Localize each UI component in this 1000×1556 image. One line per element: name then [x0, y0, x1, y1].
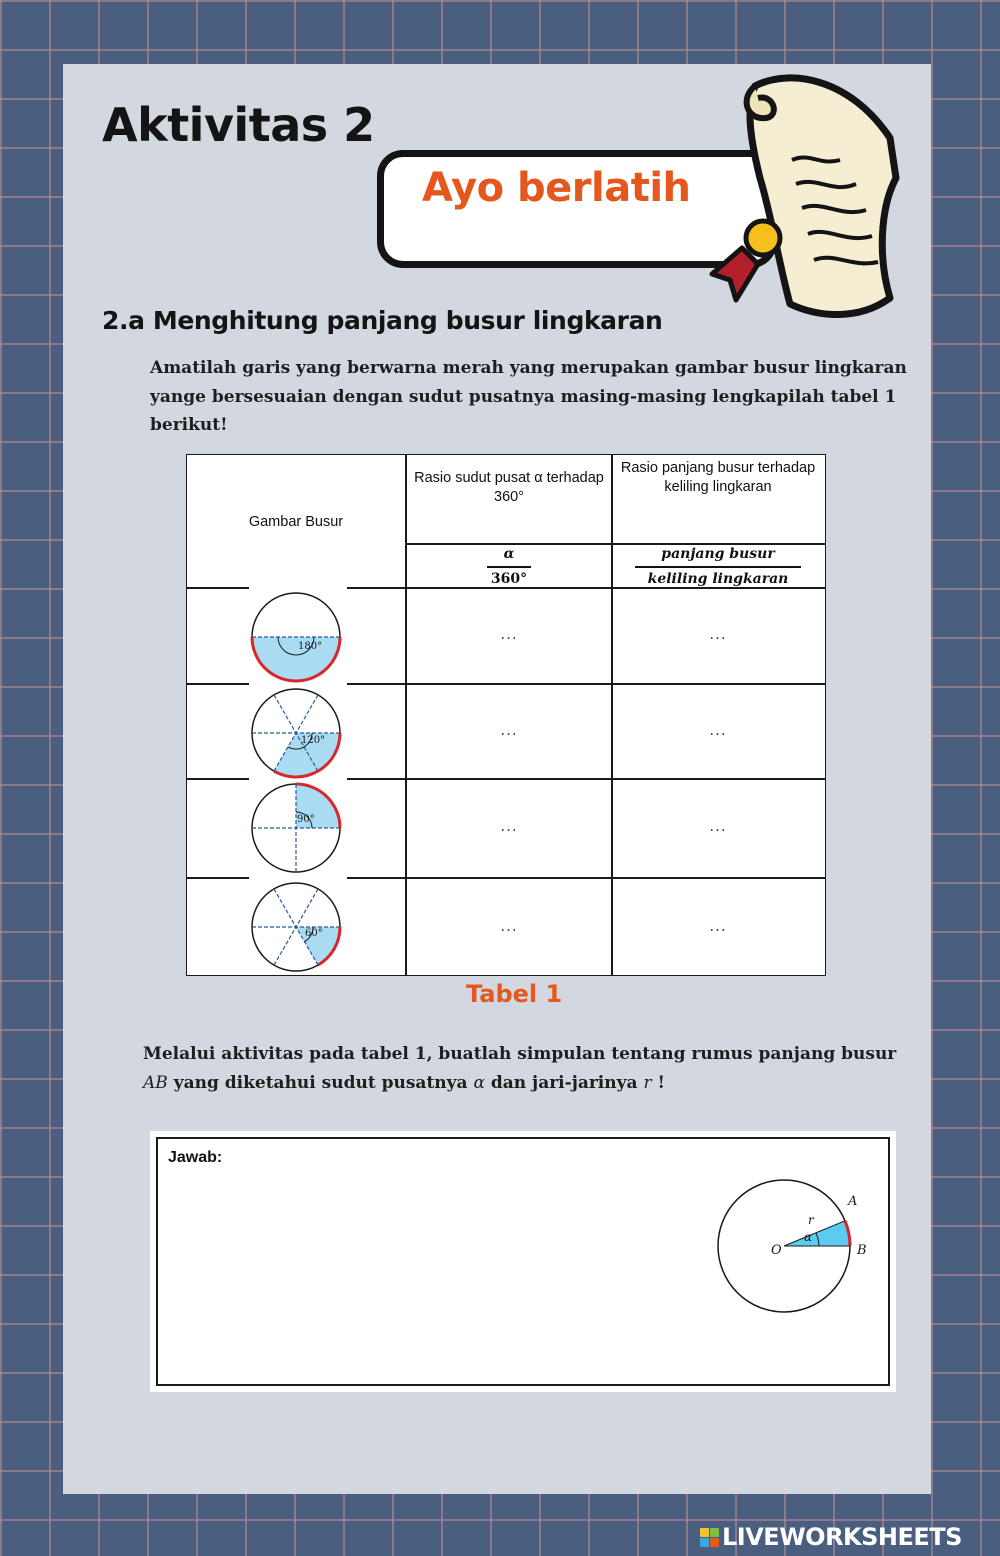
answer-blank[interactable]: ... — [709, 917, 727, 935]
scroll-icon — [700, 68, 900, 318]
math-ab: AB — [143, 1073, 168, 1093]
logo-mark-icon — [700, 1528, 719, 1547]
math-r: r — [643, 1073, 652, 1093]
col-header-rasio-sudut: Rasio sudut pusat α terhadap 360° — [414, 470, 604, 505]
angle-label: 180° — [298, 641, 323, 652]
arc-diagram-60 — [249, 879, 343, 975]
instruction-text: Amatilah garis yang berwarna merah yang merupakan gambar busur lingkaran yange bersesuaian dengan sudut pusatnya masing-masing lengkapilah tabel 1 berikut! — [150, 358, 907, 435]
logo-text: LIVEWORKSHEETS — [722, 1523, 962, 1551]
answer-label: Jawab: — [168, 1149, 223, 1166]
answer-blank[interactable]: ... — [709, 625, 727, 643]
point-b-label: B — [857, 1243, 867, 1258]
answer-blank[interactable]: ... — [500, 625, 518, 643]
task-text-part: yang diketahui sudut pusatnya — [167, 1073, 474, 1093]
fraction-numerator: α — [503, 546, 515, 562]
angle-label: 90° — [297, 814, 315, 825]
table-caption: Tabel 1 — [466, 980, 563, 1008]
radius-label: r — [808, 1213, 814, 1227]
activity-title: Aktivitas 2 — [102, 98, 375, 152]
point-o-label: O — [771, 1243, 782, 1258]
fraction-arc-circumference — [613, 545, 823, 589]
arc-diagram-180 — [249, 589, 343, 685]
arc-ab-diagram — [712, 1176, 882, 1316]
angle-label: 120° — [301, 735, 326, 746]
answer-blank[interactable]: ... — [709, 721, 727, 739]
fraction-denominator: 360° — [490, 570, 528, 587]
math-alpha: α — [473, 1073, 485, 1093]
fraction-numerator: panjang busur — [661, 546, 775, 562]
point-a-label: A — [848, 1194, 858, 1209]
banner-text: Ayo berlatih — [422, 165, 691, 211]
col-header-gambar: Gambar Busur — [248, 514, 344, 530]
fraction-denominator: keliling lingkaran — [647, 570, 789, 587]
answer-blank[interactable]: ... — [500, 817, 518, 835]
arc-diagram-120 — [249, 685, 343, 781]
section-title: 2.a Menghitung panjang busur lingkaran — [102, 306, 663, 335]
answer-blank[interactable]: ... — [500, 917, 518, 935]
fraction-alpha-360 — [407, 545, 611, 589]
task-text — [143, 1040, 913, 1098]
liveworksheets-logo — [700, 1522, 962, 1552]
alpha-label: α — [804, 1230, 813, 1244]
col-header-rasio-busur: Rasio panjang busur terhadap keliling lingkaran — [620, 460, 816, 495]
answer-blank[interactable]: ... — [709, 817, 727, 835]
task-text-part: Melalui aktivitas pada tabel 1, buatlah simpulan tentang rumus panjang busur — [143, 1044, 897, 1064]
task-text-part: ! — [651, 1073, 665, 1093]
task-text-part: dan jari-jarinya — [484, 1073, 644, 1093]
angle-label: 60° — [305, 928, 323, 939]
arc-diagram-90 — [249, 780, 343, 876]
answer-blank[interactable]: ... — [500, 721, 518, 739]
